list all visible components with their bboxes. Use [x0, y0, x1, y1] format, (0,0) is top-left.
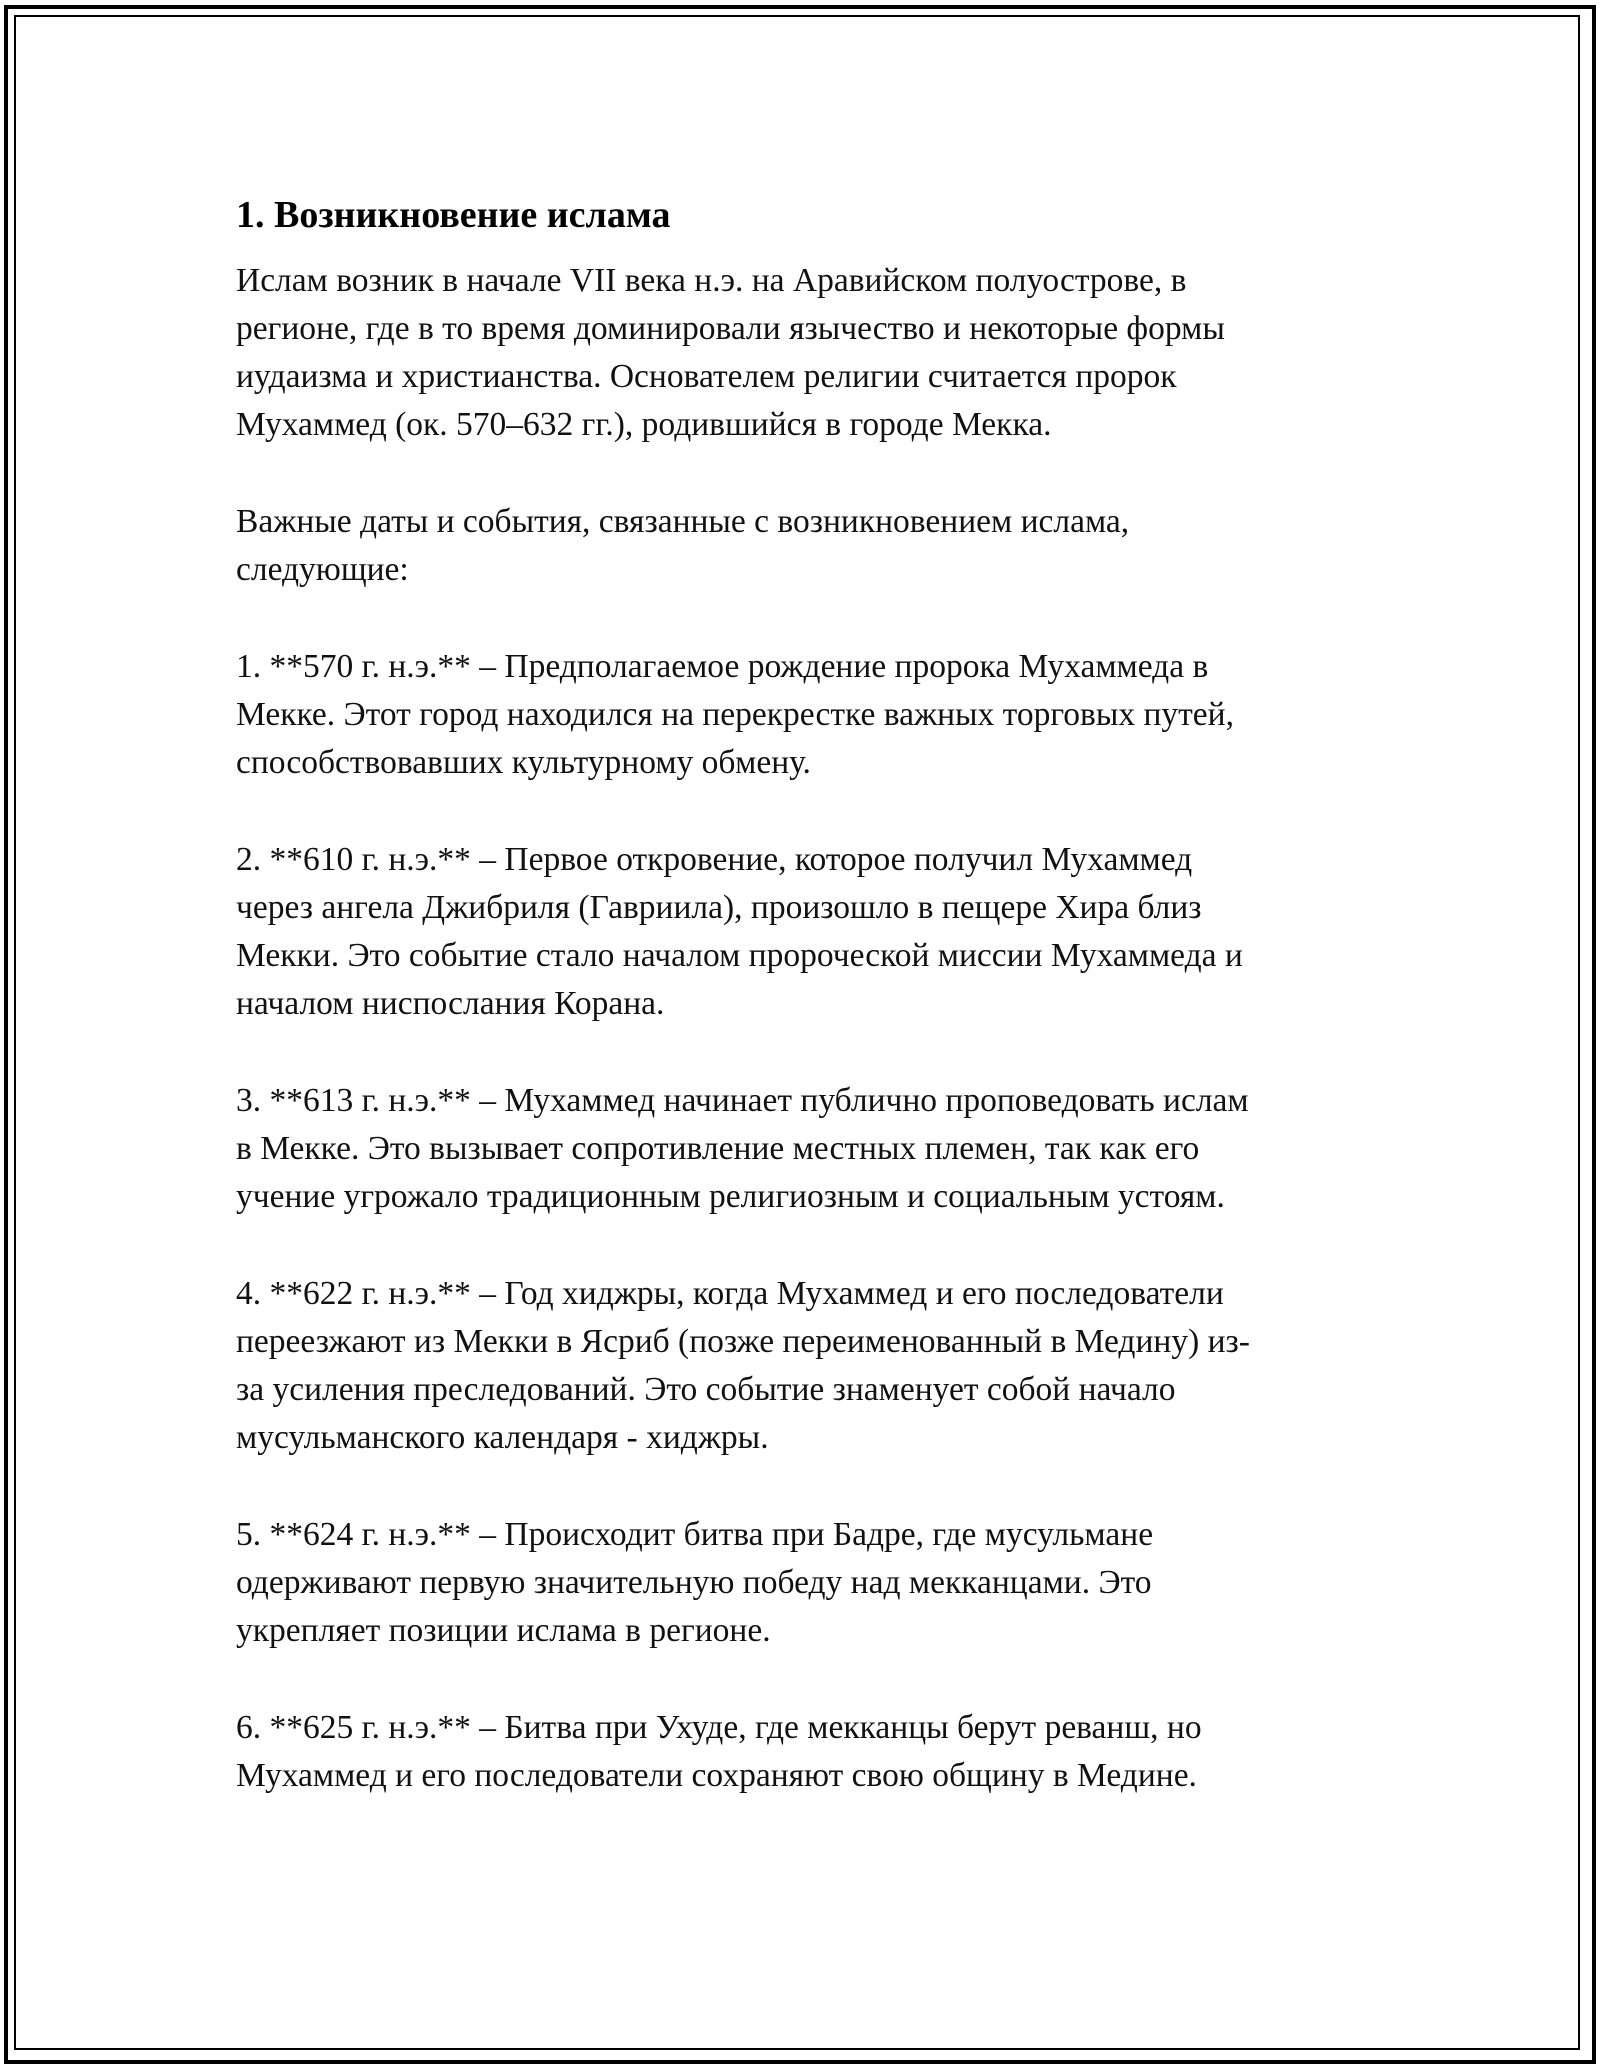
list-item-624: 5. **624 г. н.э.** – Происходит битва при Бадре, где мусульмане одерживают первую значительную победу над мекканцами. Это укрепляет позиции ислама в регионе. [236, 1516, 1154, 1649]
intro-paragraph: Ислам возник в начале VII века н.э. на Аравийском полуострове, в регионе, где в то время доминировали язычество и некоторые формы иудаизма и христианства. Основателем религии считается пророк Мухаммед (ок. 570–632 гг.), родившийся в городе Мекка. [236, 262, 1225, 443]
lead-paragraph: Важные даты и события, связанные с возникновением ислама, следующие: [236, 503, 1130, 588]
section-heading: 1. Возникновение ислама [236, 194, 671, 236]
list-item-625: 6. **625 г. н.э.** – Битва при Ухуде, где мекканцы берут реванш, но Мухаммед и его последователи сохраняют свою общину в Медине. [236, 1709, 1202, 1794]
list-item-622: 4. **622 г. н.э.** – Год хиджры, когда Мухаммед и его последователи переезжают из Мекки в Ясриб (позже переименованный в Медину) из- за усиления преследований. Это событие знаменует собой начало мусульманского календаря - хиджры. [236, 1275, 1250, 1456]
list-item-570: 1. **570 г. н.э.** – Предполагаемое рождение пророка Мухаммеда в Мекке. Этот город находился на перекрестке важных торговых путей, способствовавших культурному обмену. [236, 648, 1234, 781]
list-item-613: 3. **613 г. н.э.** – Мухаммед начинает публично проповедовать ислам в Мекке. Это вызывает сопротивление местных племен, так как его учение угрожало традиционным религиозным и социальным устоям. [236, 1082, 1249, 1215]
list-item-610: 2. **610 г. н.э.** – Первое откровение, которое получил Мухаммед через ангела Джибриля (Гавриила), произошло в пещере Хира близ Мекки. Это событие стало началом пророческой миссии Мухаммеда и началом ниспослания Корана. [236, 841, 1243, 1022]
document-body [236, 187, 1376, 1800]
